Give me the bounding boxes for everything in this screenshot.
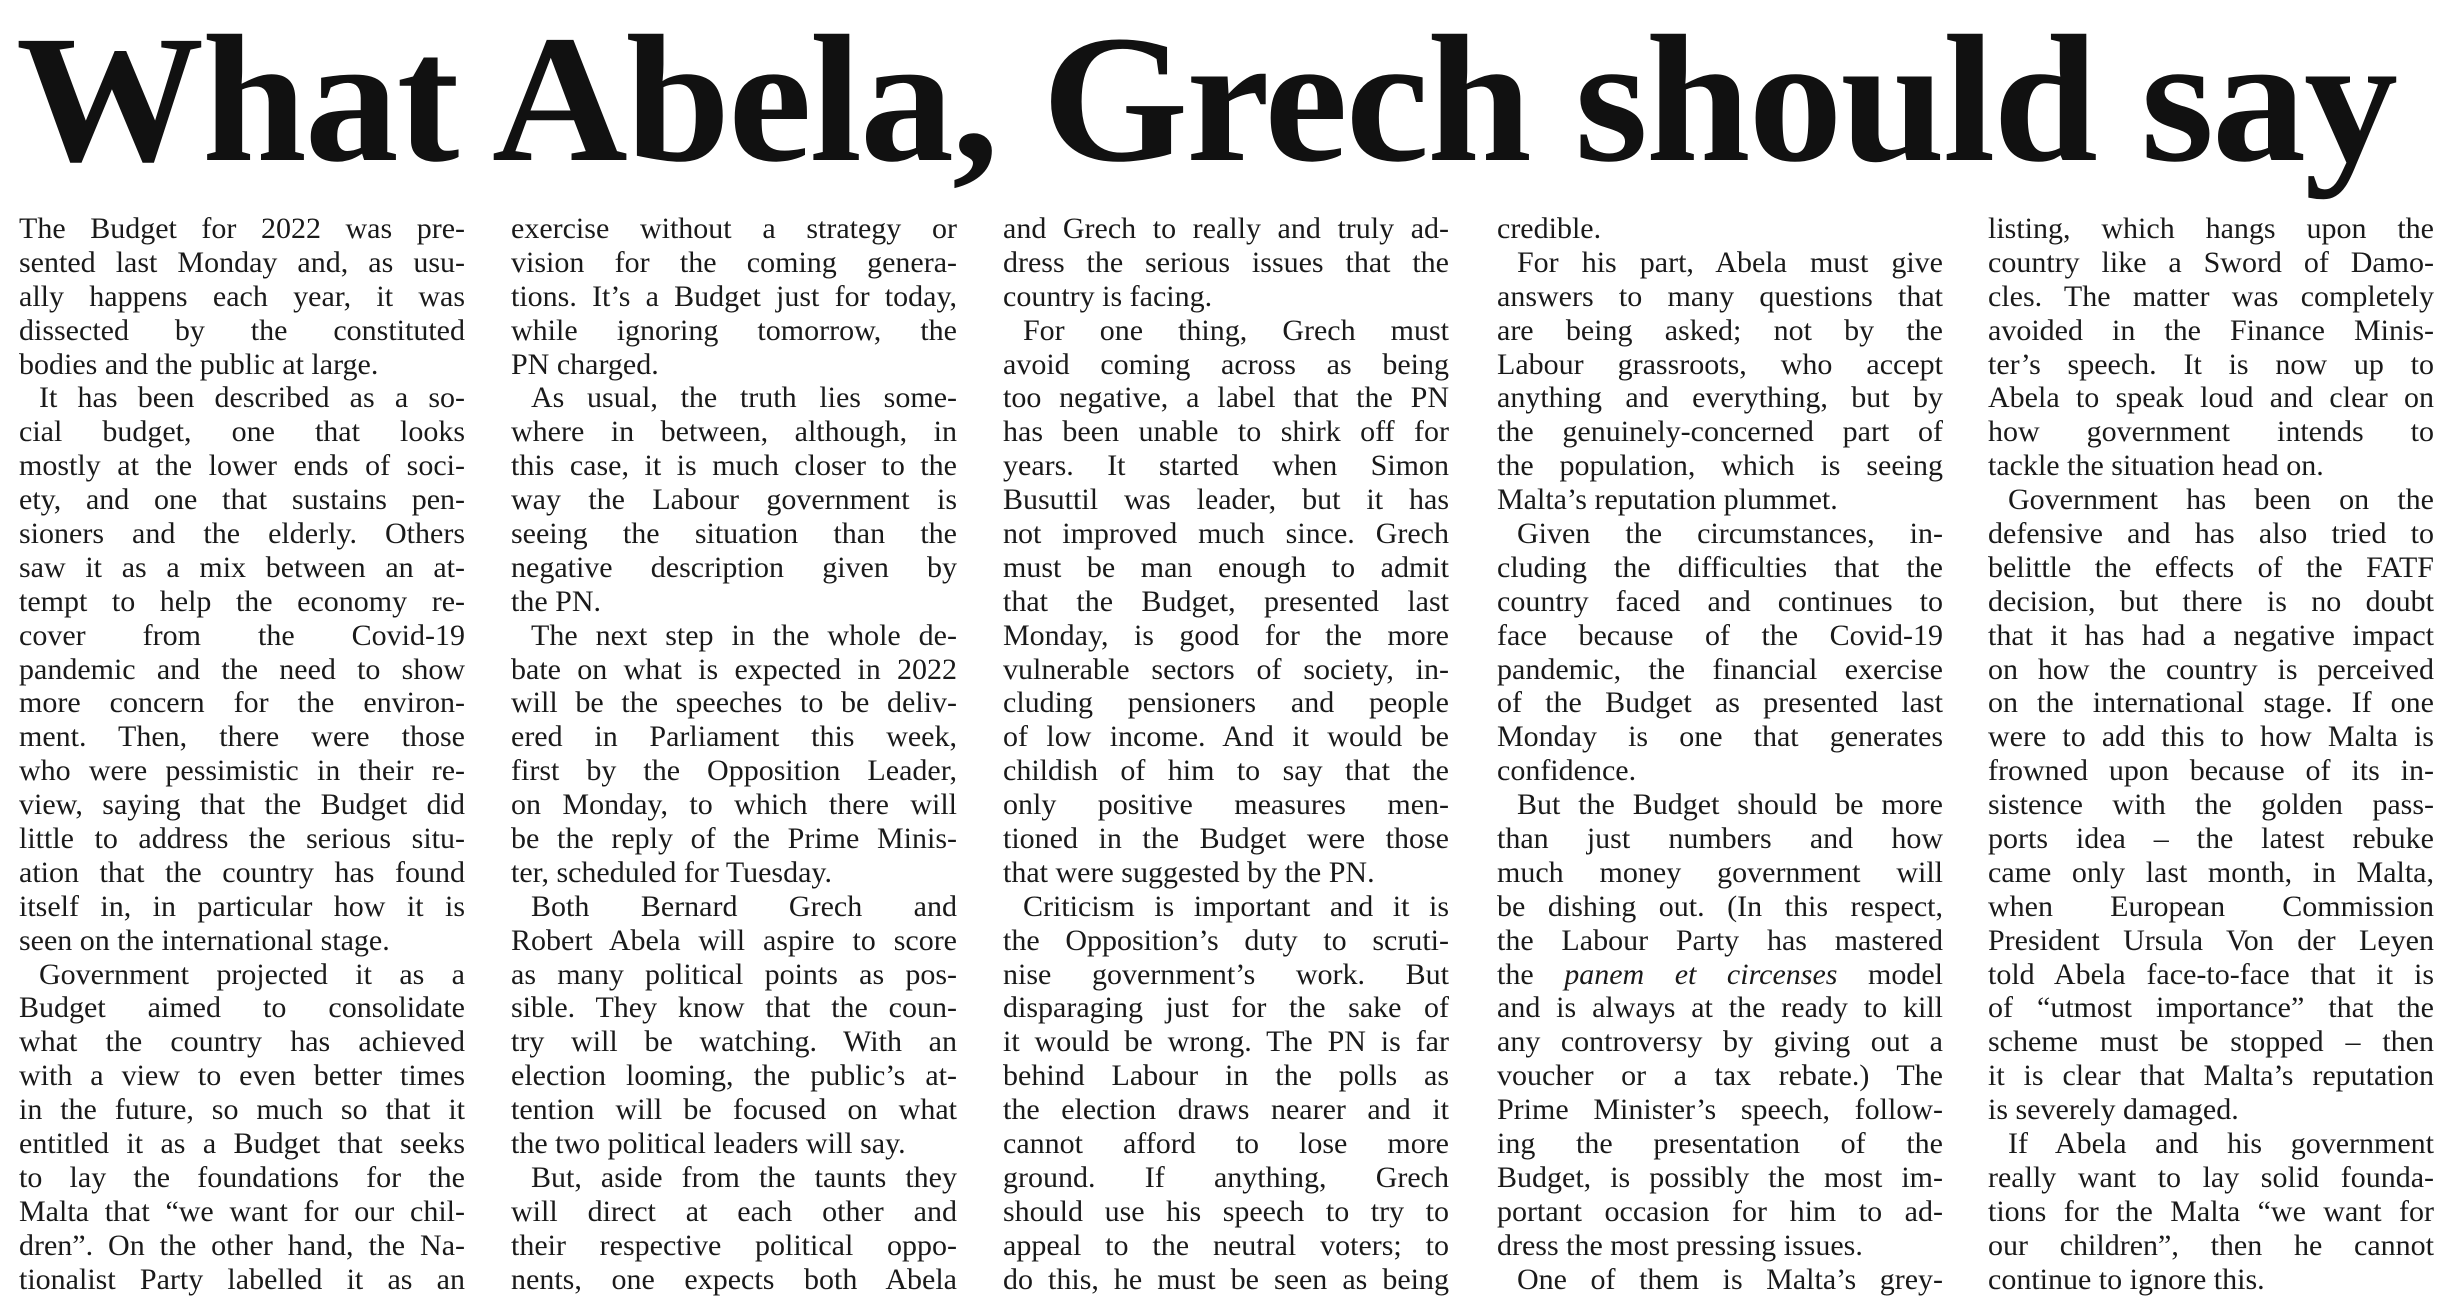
text-line: should use his speech to try to [1003, 1194, 1449, 1228]
text-line: when European Commission [1988, 889, 2434, 923]
text-line: tionalist Party labelled it as an [19, 1262, 465, 1296]
text-line: For one thing, Grech must [1023, 313, 1449, 347]
paragraph [1497, 1263, 1943, 1297]
text-line: sistence with the golden pass- [1988, 788, 2434, 822]
article-column-5 [1988, 212, 2434, 1297]
text-line: entitled it as a Budget that seeks [19, 1127, 465, 1161]
text-line: behind Labour in the polls as [1003, 1059, 1449, 1093]
text-line: PN charged. [511, 347, 659, 381]
paragraph [511, 1161, 957, 1297]
text-line: Prime Minister’s speech, follow- [1497, 1093, 1943, 1127]
text-line: face because of the Covid-19 [1497, 618, 1943, 652]
text-line: voucher or a tax rebate.) The [1497, 1059, 1943, 1093]
text-line: of “utmost importance” that the [1988, 991, 2434, 1025]
text-line: while ignoring tomorrow, the [511, 313, 957, 347]
paragraph [511, 381, 957, 618]
paragraph [511, 890, 957, 1161]
text-line: of the Budget as presented last [1497, 686, 1943, 720]
text-line: decision, but there is no doubt [1988, 584, 2434, 618]
text-line: nise government’s work. But [1003, 957, 1449, 991]
text-line: tackle the situation head on. [1988, 449, 2324, 483]
text-line: Both Bernard Grech and [531, 889, 957, 923]
text-line: vulnerable sectors of society, in- [1003, 652, 1449, 686]
text-line: If Abela and his government [2008, 1127, 2434, 1161]
article-column-4 [1497, 212, 1943, 1297]
text-line: years. It started when Simon [1003, 449, 1449, 483]
paragraph [1497, 788, 1943, 1262]
text-line: frowned upon because of its in- [1988, 754, 2434, 788]
text-line: Given the circumstances, in- [1517, 517, 1943, 551]
text-line: As usual, the truth lies some- [531, 381, 957, 415]
text-line: that were suggested by the PN. [1003, 855, 1375, 889]
text-line: how government intends to [1988, 415, 2434, 449]
text-line: the PN. [511, 584, 601, 618]
text-line: more concern for the environ- [19, 686, 465, 720]
text-line: it is clear that Malta’s reputation [1988, 1059, 2434, 1093]
text-line: bodies and the public at large. [19, 347, 379, 381]
text-line: who were pessimistic in their re- [19, 754, 465, 788]
text-line: the Opposition’s duty to scruti- [1003, 923, 1449, 957]
text-line: pandemic and the need to show [19, 652, 465, 686]
text-line: way the Labour government is [511, 483, 957, 517]
text-line: and is always at the ready to kill [1497, 991, 1943, 1025]
text-line: continue to ignore this. [1988, 1262, 2265, 1296]
text-line: listing, which hangs upon the [1988, 212, 2434, 245]
text-line: tention will be focused on what [511, 1093, 957, 1127]
text-line: dress the most pressing issues. [1497, 1228, 1863, 1262]
text-line: scheme must be stopped – then [1988, 1025, 2434, 1059]
text-line: ground. If anything, Grech [1003, 1160, 1449, 1194]
text-line: much money government will [1497, 855, 1943, 889]
text-line: this case, it is much closer to the [511, 449, 957, 483]
text-line: were to add this to how Malta is [1988, 720, 2434, 754]
text-line: really want to lay solid founda- [1988, 1160, 2434, 1194]
text-line: Government projected it as a [39, 957, 465, 991]
text-line: country is facing. [1003, 279, 1213, 313]
paragraph [19, 212, 465, 381]
text-line: with a view to even better times [19, 1059, 465, 1093]
text-line: ing the presentation of the [1497, 1127, 1943, 1161]
paragraph [1497, 246, 1943, 517]
text-line: childish of him to say that the [1003, 754, 1449, 788]
text-line: cannot afford to lose more [1003, 1127, 1449, 1161]
text-line: the genuinely-concerned part of [1497, 415, 1943, 449]
text-line: Government has been on the [2008, 483, 2434, 517]
text-line: belittle the effects of the FATF [1988, 550, 2434, 584]
text-line: what the country has achieved [19, 1025, 465, 1059]
text-line: But the Budget should be more [1517, 788, 1943, 822]
paragraph [1003, 890, 1449, 1297]
text-line: disparaging just for the sake of [1003, 991, 1449, 1025]
text-line: ation that the country has found [19, 855, 465, 889]
text-line: election looming, the public’s at- [511, 1059, 957, 1093]
text-line: defensive and has also tried to [1988, 517, 2434, 551]
text-line: as many political points as pos- [511, 957, 957, 991]
paragraph [1003, 314, 1449, 890]
paragraph [19, 381, 465, 957]
paragraph [1003, 212, 1449, 314]
text-line: saw it as a mix between an at- [19, 550, 465, 584]
text-line: came only last month, in Malta, [1988, 855, 2434, 889]
text-line: itself in, in particular how it is [19, 889, 465, 923]
text-line: dress the serious issues that the [1003, 245, 1449, 279]
text-line: Budget aimed to consolidate [19, 991, 465, 1025]
text-line: not improved much since. Grech [1003, 517, 1449, 551]
text-line: tempt to help the economy re- [19, 584, 465, 618]
text-line: are being asked; not by the [1497, 313, 1943, 347]
text-line: bate on what is expected in 2022 [511, 652, 957, 686]
text-line: tioned in the Budget were those [1003, 822, 1449, 856]
text-line: negative description given by [511, 550, 957, 584]
text-line: Criticism is important and it is [1023, 889, 1449, 923]
paragraph [1497, 517, 1943, 788]
text-line: ally happens each year, it was [19, 279, 465, 313]
article-column-3 [1003, 212, 1449, 1297]
paragraph [511, 212, 957, 381]
text-line: only positive measures men- [1003, 788, 1449, 822]
paragraph [511, 619, 957, 890]
text-line: exercise without a strategy or [511, 212, 957, 245]
text-line: our children”, then he cannot [1988, 1228, 2434, 1262]
text-line: in the future, so much so that it [19, 1093, 465, 1127]
text-line: Labour grassroots, who accept [1497, 347, 1943, 381]
text-line: and Grech to really and truly ad- [1003, 212, 1449, 245]
paragraph [1988, 1127, 2434, 1296]
text-line: Malta that “we want for our chil- [19, 1194, 465, 1228]
text-line: will be the speeches to be deliv- [511, 686, 957, 720]
paragraph [1497, 212, 1943, 246]
text-line: the population, which is seeing [1497, 449, 1943, 483]
text-line: sible. They know that the coun- [511, 991, 957, 1025]
text-line: pandemic, the financial exercise [1497, 652, 1943, 686]
text-line: that it has had a negative impact [1988, 618, 2434, 652]
text-line: ered in Parliament this week, [511, 720, 957, 754]
italic-phrase: panem et circenses [1564, 957, 1838, 991]
text-line: avoided in the Finance Minis- [1988, 313, 2434, 347]
text-line: ports idea – the latest rebuke [1988, 822, 2434, 856]
text-line: to lay the foundations for the [19, 1160, 465, 1194]
text-line: answers to many questions that [1497, 279, 1943, 313]
text-line: Monday, is good for the more [1003, 618, 1449, 652]
text-line: Malta’s reputation plummet. [1497, 483, 1838, 517]
text-line: on the international stage. If one [1988, 686, 2434, 720]
text-line: sented last Monday and, as usu- [19, 245, 465, 279]
text-line: But, aside from the taunts they [531, 1160, 957, 1194]
text-line: The next step in the whole de- [531, 618, 957, 652]
headline-container [16, 0, 2396, 200]
text-line: told Abela face-to-face that it is [1988, 957, 2434, 991]
text-line: cles. The matter was completely [1988, 279, 2434, 313]
text-line: ter, scheduled for Tuesday. [511, 855, 832, 889]
text-line: be dishing out. (In this respect, [1497, 889, 1943, 923]
text-line: view, saying that the Budget did [19, 788, 465, 822]
text-line: Monday is one that generates [1497, 720, 1943, 754]
article-column-2 [511, 212, 957, 1297]
text-line: too negative, a label that the PN [1003, 381, 1449, 415]
text-line: cluding the difficulties that the [1497, 550, 1943, 584]
text-line: Busuttil was leader, but it has [1003, 483, 1449, 517]
text-line: the election draws nearer and it [1003, 1093, 1449, 1127]
text-line: President Ursula Von der Leyen [1988, 923, 2434, 957]
text-line: seen on the international stage. [19, 923, 390, 957]
text-line: the two political leaders will say. [511, 1127, 906, 1161]
text-line: For his part, Abela must give [1517, 245, 1943, 279]
text-line: vision for the coming genera- [511, 245, 957, 279]
text-line: sioners and the elderly. Others [19, 517, 465, 551]
text-line: is severely damaged. [1988, 1093, 2239, 1127]
text-line: be the reply of the Prime Minis- [511, 822, 957, 856]
text-line: of low income. And it would be [1003, 720, 1449, 754]
paragraph [19, 958, 465, 1297]
text-line: The Budget for 2022 was pre- [19, 212, 465, 245]
text-line: credible. [1497, 212, 1602, 245]
text-line: must be man enough to admit [1003, 550, 1449, 584]
text-line: it would be wrong. The PN is far [1003, 1025, 1449, 1059]
text-line: dissected by the constituted [19, 313, 465, 347]
text-line: ety, and one that sustains pen- [19, 483, 465, 517]
text-line: portant occasion for him to ad- [1497, 1194, 1943, 1228]
text-line: on Monday, to which there will [511, 788, 957, 822]
text-line: country like a Sword of Damo- [1988, 245, 2434, 279]
text-line: try will be watching. With an [511, 1025, 957, 1059]
text-line: anything and everything, but by [1497, 381, 1943, 415]
text-line: the Labour Party has mastered [1497, 923, 1943, 957]
article-column-1 [19, 212, 465, 1297]
text-line: confidence. [1497, 754, 1637, 788]
text-line: ment. Then, there were those [19, 720, 465, 754]
text-line: One of them is Malta’s grey- [1517, 1262, 1943, 1296]
text-line: mostly at the lower ends of soci- [19, 449, 465, 483]
text-line: Robert Abela will aspire to score [511, 923, 957, 957]
text-line: do this, he must be seen as being [1003, 1262, 1449, 1296]
text-line: tions. It’s a Budget just for today, [511, 279, 957, 313]
text-line: will direct at each other and [511, 1194, 957, 1228]
text-line: on how the country is perceived [1988, 652, 2434, 686]
text-segment: model [1837, 957, 1943, 991]
text-line: It has been described as a so- [39, 381, 465, 415]
text-line: than just numbers and how [1497, 822, 1943, 856]
text-line: ter’s speech. It is now up to [1988, 347, 2434, 381]
text-line: country faced and continues to [1497, 584, 1943, 618]
text-line: appeal to the neutral voters; to [1003, 1228, 1449, 1262]
text-line [1497, 958, 1943, 992]
text-line: avoid coming across as being [1003, 347, 1449, 381]
headline: What Abela, Grech should say [16, 0, 2396, 200]
text-line: dren”. On the other hand, the Na- [19, 1228, 465, 1262]
text-line: cluding pensioners and people [1003, 686, 1449, 720]
text-line: that the Budget, presented last [1003, 584, 1449, 618]
text-line: where in between, although, in [511, 415, 957, 449]
text-line: any controversy by giving out a [1497, 1025, 1943, 1059]
text-line: nents, one expects both Abela [511, 1262, 957, 1296]
text-segment: the [1497, 957, 1565, 991]
text-line: has been unable to shirk off for [1003, 415, 1449, 449]
text-line: cover from the Covid-19 [19, 618, 465, 652]
text-line: first by the Opposition Leader, [511, 754, 957, 788]
text-line: Abela to speak loud and clear on [1988, 381, 2434, 415]
paragraph [1988, 483, 2434, 1127]
paragraph [1988, 212, 2434, 483]
text-line: cial budget, one that looks [19, 415, 465, 449]
text-line: Budget, is possibly the most im- [1497, 1160, 1943, 1194]
text-line: tions for the Malta “we want for [1988, 1194, 2434, 1228]
text-line: their respective political oppo- [511, 1228, 957, 1262]
text-line: seeing the situation than the [511, 517, 957, 551]
text-line: little to address the serious situ- [19, 822, 465, 856]
